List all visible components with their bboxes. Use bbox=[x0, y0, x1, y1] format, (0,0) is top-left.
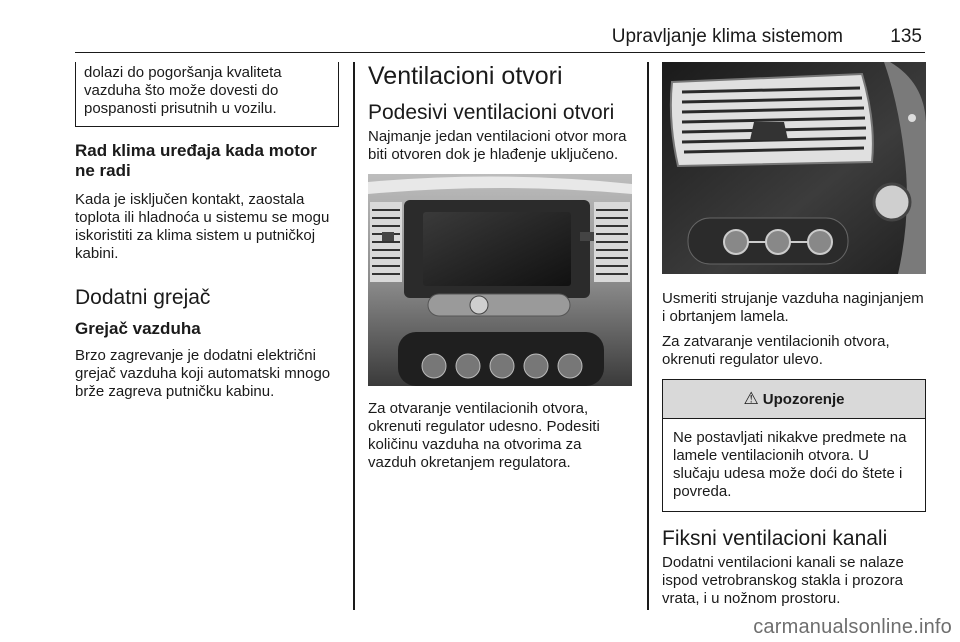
text-close-vents: Za zatvaranje ventilacionih otvora, okrenuti regulator ulevo. bbox=[662, 333, 890, 368]
section-text-air-heater: Brzo zagrevanje je dodatni električni grejač vazduha koji automatski mnogo brže zagreva putničku kabinu. bbox=[75, 347, 331, 400]
page-number: 135 bbox=[890, 26, 922, 47]
column-left bbox=[75, 62, 339, 401]
section-text-engine-off: Kada je isključen kontakt, zaostala toplota ili hladnoća u sistemu se mogu iskoristiti za klima sistem u putničkoj kabini. bbox=[75, 191, 330, 262]
column-divider bbox=[647, 62, 649, 610]
vent-closeup-photo bbox=[662, 62, 926, 274]
page-header bbox=[75, 22, 925, 53]
subheading-air-heater: Grejač vazduha bbox=[75, 319, 201, 338]
warning-title: Upozorenje bbox=[762, 390, 845, 408]
section-heading-aux-heater: Dodatni grejač bbox=[75, 286, 211, 309]
warning-icon: ⚠ bbox=[743, 389, 759, 408]
site-watermark: carmanualsonline.info bbox=[753, 616, 952, 638]
page-title: Upravljanje klima sistemom bbox=[611, 26, 843, 47]
warning-body bbox=[663, 419, 925, 511]
subheading-adjustable-vents: Podesivi ventilacioni otvori bbox=[368, 101, 615, 124]
heading-fixed-vents: Fiksni ventilacioni kanali bbox=[662, 527, 888, 550]
text-fixed-vents: Dodatni ventilacioni kanali se nalaze ispod vetrobranskog stakla i prozora vrata, i u nožnom prostoru. bbox=[662, 554, 904, 607]
photo-caption: Za otvaranje ventilacionih otvora, okrenuti regulator udesno. Podesiti količinu vazduha na otvorima za vazduh okretanjem regulatora. bbox=[368, 400, 600, 471]
continued-note-box bbox=[75, 62, 339, 127]
warning-box bbox=[662, 379, 926, 512]
section-heading-engine-off: Rad klima uređaja kada motor ne radi bbox=[75, 141, 317, 180]
column-right bbox=[662, 62, 926, 608]
heading-ventilation: Ventilacioni otvori bbox=[368, 62, 563, 90]
column-middle bbox=[368, 62, 632, 472]
dashboard-vents-photo bbox=[368, 174, 632, 386]
note-text: dolazi do pogoršanja kvaliteta vazduha što može dovesti do pospanosti prisutnih u vozilu. bbox=[84, 64, 282, 117]
text-direct-airflow: Usmeriti strujanje vazduha naginjanjem i obrtanjem lamela. bbox=[662, 290, 924, 325]
warning-text: Ne postavljati nikakve predmete na lamele ventilacionih otvora. U slučaju udesa može doći do štete i povreda. bbox=[673, 429, 907, 500]
column-divider bbox=[353, 62, 355, 610]
intro-text: Najmanje jedan ventilacioni otvor mora biti otvoren dok je hlađenje uključeno. bbox=[368, 128, 627, 163]
warning-header bbox=[663, 380, 925, 419]
